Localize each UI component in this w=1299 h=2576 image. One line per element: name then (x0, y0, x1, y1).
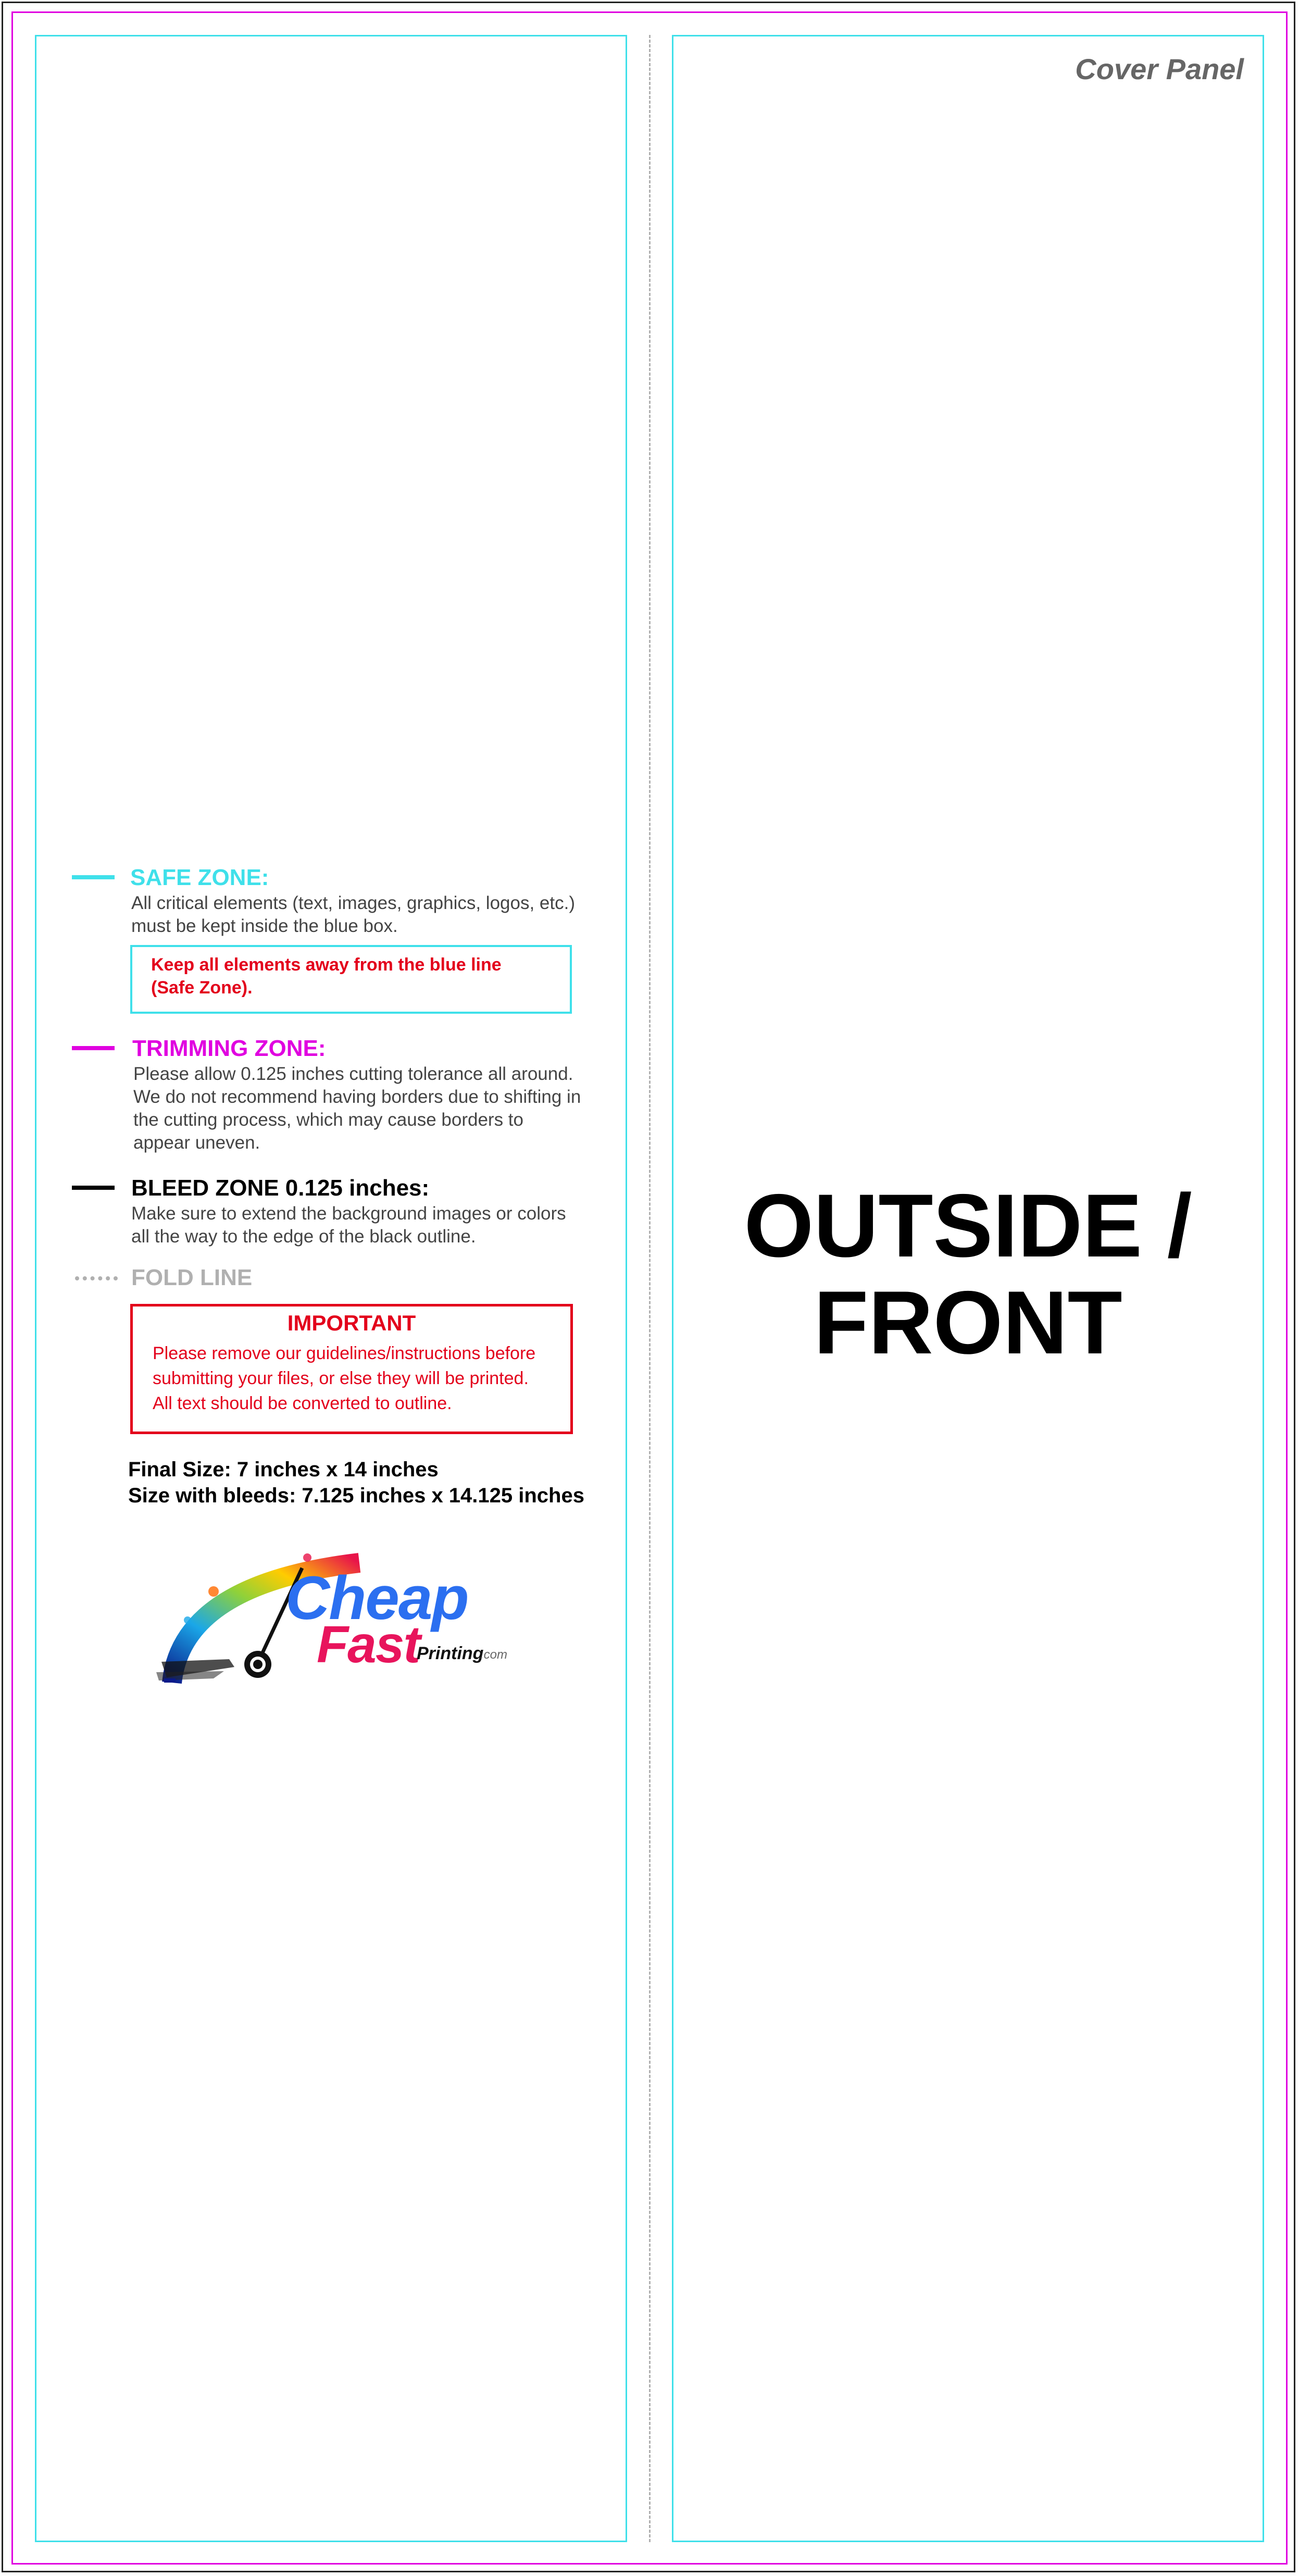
important-notice-box (130, 1304, 573, 1434)
trimming-zone-title: TRIMMING ZONE: (132, 1036, 326, 1061)
trimming-zone-desc-line: Please allow 0.125 inches cutting tolerance all around. (133, 1064, 573, 1084)
logo-cheap-text: Cheap (285, 1564, 468, 1633)
bleed-zone-desc-line: Make sure to extend the background images or colors (131, 1203, 566, 1224)
important-title: IMPORTANT (287, 1311, 416, 1335)
main-title (672, 1177, 1264, 1371)
safe-zone-description (131, 892, 575, 938)
important-line: All text should be converted to outline. (153, 1393, 452, 1413)
bleed-size-text: Size with bleeds: 7.125 inches x 14.125 inches (128, 1484, 584, 1507)
cover-panel-label: Cover Panel (1075, 53, 1244, 85)
fold-line (649, 35, 651, 2542)
safe-zone-notice-line: Keep all elements away from the blue line (151, 955, 502, 975)
final-size-text: Final Size: 7 inches x 14 inches (128, 1458, 439, 1481)
trimming-zone-swatch (72, 1046, 115, 1050)
important-line: submitting your files, or else they will be printed. (153, 1368, 529, 1388)
bleed-zone-swatch (72, 1186, 115, 1190)
safe-zone-notice-box (130, 945, 572, 1014)
important-text (153, 1341, 535, 1416)
fold-line-title: FOLD LINE (131, 1265, 253, 1290)
trimming-zone-desc-line: We do not recommend having borders due to shifting in (133, 1087, 581, 1107)
safe-zone-swatch (72, 875, 115, 879)
logo-printing-text: Printing (417, 1644, 484, 1663)
size-info (128, 1457, 584, 1509)
safe-zone-desc-line: must be kept inside the blue box. (131, 916, 398, 936)
logo-fast-text: Fast (317, 1615, 420, 1674)
main-title-line1: OUTSIDE / (744, 1176, 1192, 1276)
main-title-line2: FRONT (814, 1273, 1122, 1373)
logo-com-text: .com (480, 1648, 508, 1662)
safe-zone-title: SAFE ZONE: (130, 865, 269, 890)
trimming-zone-description (133, 1063, 581, 1154)
bleed-zone-title: BLEED ZONE 0.125 inches: (131, 1175, 430, 1201)
company-logo (151, 1542, 516, 1698)
bleed-zone-description (131, 1202, 566, 1248)
important-line: Please remove our guidelines/instructions before (153, 1343, 536, 1363)
fold-line-swatch (75, 1276, 118, 1280)
bleed-zone-desc-line: all the way to the edge of the black outline. (131, 1226, 476, 1247)
safe-zone-desc-line: All critical elements (text, images, graphics, logos, etc.) (131, 893, 575, 913)
trimming-zone-desc-line: the cutting process, which may cause borders to (133, 1110, 523, 1130)
trimming-zone-desc-line: appear uneven. (133, 1133, 260, 1153)
safe-zone-notice-line: (Safe Zone). (151, 978, 253, 998)
safe-zone-left-panel (35, 35, 627, 2542)
safe-zone-notice-text (151, 953, 502, 999)
